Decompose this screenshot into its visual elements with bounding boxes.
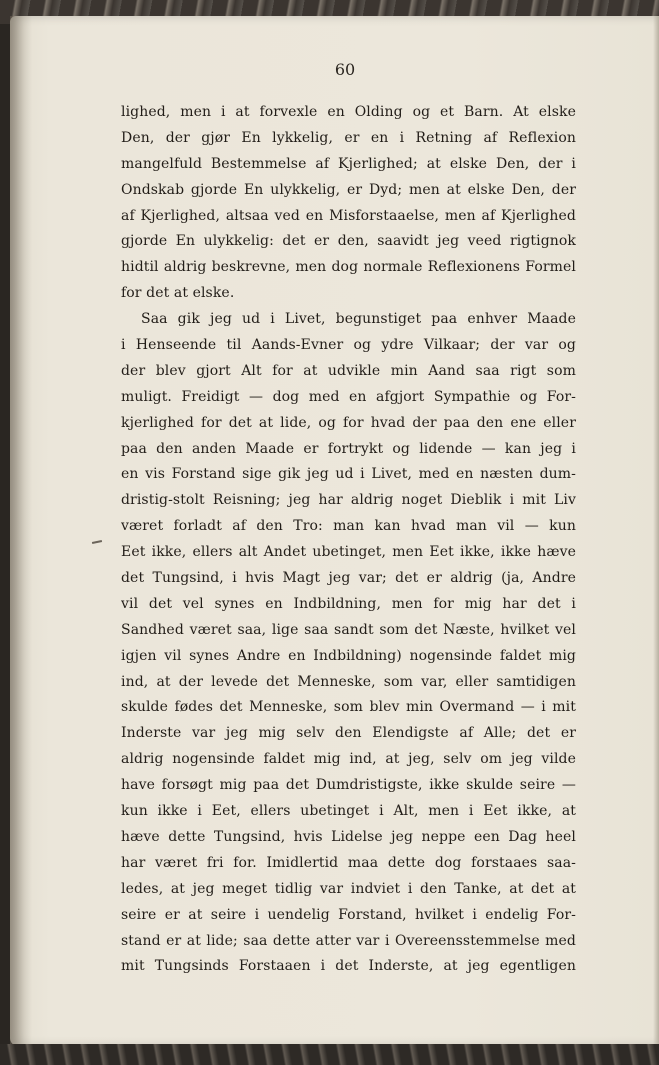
text-line: paa den anden Maade er fortrykt og lidende — kan jeg i bbox=[121, 440, 576, 457]
text-line: hæve dette Tungsind, hvis Lidelse jeg neppe een Dag heel bbox=[121, 828, 576, 845]
text-line: mangelfuld Bestemmelse af Kjerlighed; at elske Den, der i bbox=[121, 155, 576, 172]
text-line: Saa gik jeg ud i Livet, begunstiget paa enhver Maade bbox=[141, 311, 576, 328]
gutter-shadow bbox=[10, 16, 32, 1046]
text-line: kun ikke i Eet, ellers ubetinget i Alt, men i Eet ikke, at bbox=[121, 803, 576, 820]
text-line: gjorde En ulykkelig: det er den, saavidt jeg veed rigtignok bbox=[121, 233, 576, 250]
text-line: været forladt af den Tro: man kan hvad man vil — kun bbox=[121, 518, 576, 535]
text-line: det Tungsind, i hvis Magt jeg var; det er aldrig (ja, Andre bbox=[121, 570, 576, 587]
text-line: der blev gjort Alt for at udvikle min Aand saa rigt som bbox=[121, 362, 576, 379]
text-line: hidtil aldrig beskrevne, men dog normale Reflexionens Formel bbox=[121, 259, 576, 276]
text-line: af Kjerlighed, altsaa ved en Misforstaaelse, men af Kjerlighed bbox=[121, 207, 576, 224]
text-line: har været fri for. Imidlertid maa dette dog forstaaes saa- bbox=[121, 854, 576, 871]
text-line: Den, der gjør En lykkelig, er en i Retning af Reflexion bbox=[121, 129, 576, 146]
text-line: ind, at der levede det Menneske, som var, eller samtidigen bbox=[121, 673, 576, 690]
page-number: 60 bbox=[334, 60, 356, 79]
text-line: muligt. Freidigt — dog med en afgjort Sympathie og For- bbox=[121, 388, 576, 405]
text-line: Ondskab gjorde En ulykkelig, er Dyd; men at elske Den, der bbox=[121, 181, 576, 198]
text-line: kjerlighed for det at lide, og for hvad der paa den ene eller bbox=[121, 414, 576, 431]
text-line: have forsøgt mig paa det Dumdristigste, ikke skulde seire — bbox=[121, 777, 576, 794]
text-line: Eet ikke, ellers alt Andet ubetinget, men Eet ikke, ikke hæve bbox=[121, 544, 576, 561]
book-edge-bottom bbox=[0, 1044, 659, 1065]
text-line: for det at elske. bbox=[121, 285, 235, 302]
text-line: Inderste var jeg mig selv den Elendigste af Alle; det er bbox=[121, 725, 576, 742]
text-line: igjen vil synes Andre en Indbildning) nogensinde faldet mig bbox=[121, 647, 576, 664]
text-line: seire er at seire i uendelig Forstand, hvilket i endelig For- bbox=[121, 906, 576, 923]
text-line: aldrig nogensinde faldet mig ind, at jeg, selv om jeg vilde bbox=[121, 751, 576, 768]
text-line: dristig-stolt Reisning; jeg har aldrig noget Dieblik i mit Liv bbox=[121, 492, 576, 509]
body-text bbox=[121, 100, 576, 980]
text-line: en vis Forstand sige gik jeg ud i Livet, med en næsten dum- bbox=[121, 466, 576, 483]
text-line: i Henseende til Aands-Evner og ydre Vilkaar; der var og bbox=[121, 337, 576, 354]
text-line: ledes, at jeg meget tidlig var indviet i den Tanke, at det at bbox=[121, 880, 576, 897]
page-edge-right bbox=[653, 16, 659, 1046]
text-line: lighed, men i at forvexle en Olding og et Barn. At elske bbox=[121, 104, 576, 120]
text-line: mit Tungsinds Forstaaen i det Inderste, at jeg egentligen bbox=[121, 958, 576, 975]
text-line: stand er at lide; saa dette atter var i Overeensstemmelse med bbox=[121, 932, 576, 949]
text-line: Sandhed været saa, lige saa sandt som det Næste, hvilket vel bbox=[121, 621, 576, 638]
text-line: skulde fødes det Menneske, som blev min Overmand — i mit bbox=[121, 699, 576, 716]
text-line: vil det vel synes en Indbildning, men for mig har det i bbox=[121, 595, 576, 612]
